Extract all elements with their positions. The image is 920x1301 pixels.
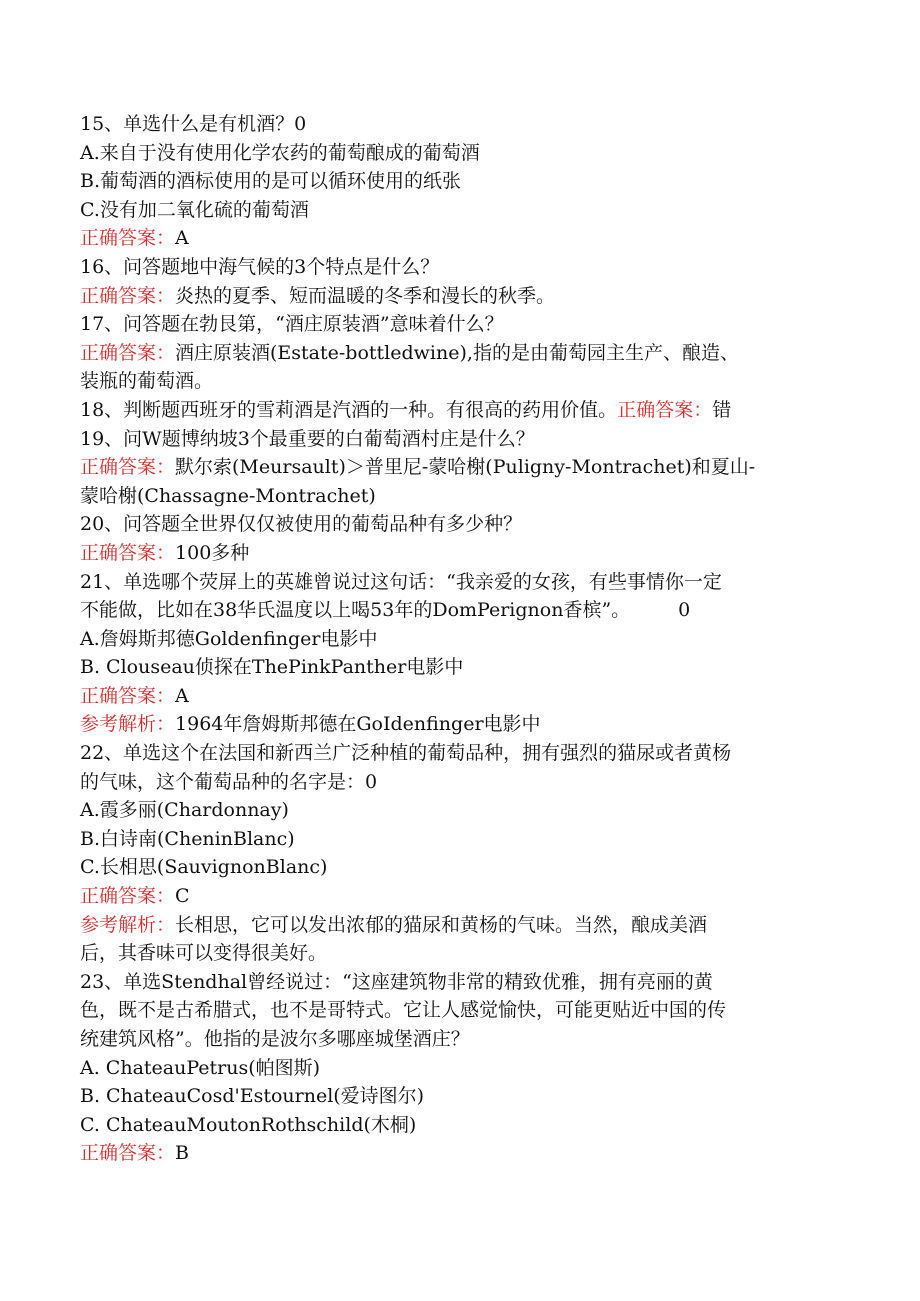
question-23-answer: [80, 1139, 820, 1168]
question-23-text-cont2: 统建筑风格”。他指的是波尔多哪座城堡酒庄？: [80, 1028, 470, 1050]
answer-value: 错: [712, 398, 732, 421]
question-15-option-b: B.葡萄酒的酒标使用的是可以循环使用的纸张: [80, 170, 462, 193]
question-20-text: 20、问答题全世界仅仅被使用的葡萄品种有多少种？: [80, 513, 523, 536]
answer-value: 酒庄原装酒(Estate-bottledwine),指的是由葡萄园主生产、酿造、: [175, 341, 739, 364]
question-23-option-a: A. ChateauPetrus(帕图斯): [80, 1056, 321, 1079]
question-15-text: 15、单选什么是有机酒？0: [80, 113, 307, 135]
question-16-text: 16、问答题地中海气候的3个特点是什么？: [80, 255, 440, 278]
question-21-option-a: A.詹姆斯邦德Goldenfinger电影中: [80, 627, 378, 650]
question-16-answer: [80, 282, 820, 311]
question-23-option-c: C. ChateauMoutonRothschild(木桐): [80, 1113, 417, 1136]
answer-label: 正确答案：: [80, 456, 176, 479]
answer-label: 正确答案：: [80, 684, 176, 707]
question-22-option-a: A.霞多丽(Chardonnay): [80, 799, 289, 822]
answer-value: 默尔索(Meursault)＞普里尼-蒙哈榭(Puligny-Montrachet)和夏山-: [175, 456, 756, 479]
question-19-answer-cont: 蒙哈榭(Chassagne-Montrachet): [80, 484, 376, 507]
question-19-answer: [80, 453, 820, 482]
question-22-analysis-cont: 后，其香味可以变得很美好。: [80, 942, 328, 965]
analysis-label: 参考解析：: [80, 913, 176, 936]
answer-label: 正确答案：: [617, 398, 713, 421]
answer-label: 正确答案：: [80, 284, 176, 307]
question-22-analysis: [80, 911, 820, 940]
analysis-value: 长相思，它可以发出浓郁的猫尿和黄杨的气味。当然，酿成美酒: [175, 913, 708, 936]
question-21-answer: [80, 682, 820, 711]
question-22-text-cont: 的气味，这个葡萄品种的名字是：0: [80, 770, 378, 793]
document-page: [80, 110, 820, 1168]
question-22-option-b: B.白诗南(CheninBlanc): [80, 827, 295, 850]
question-23-text-cont: 色，既不是古希腊式，也不是哥特式。它让人感觉愉快，可能更贴近中国的传: [80, 999, 727, 1022]
answer-value: A: [175, 227, 189, 250]
question-22-option-c: C.长相思(SauvignonBlanc): [80, 856, 328, 879]
question-15-option-a: A.来自于没有使用化学农药的葡萄酿成的葡萄酒: [80, 141, 480, 164]
answer-value: 炎热的夏季、短而温暖的冬季和漫长的秋季。: [175, 284, 556, 307]
question-23-option-b: B. ChateauCosd'Estournel(爱诗图尔): [80, 1085, 425, 1108]
question-21-option-b: B. Clouseau侦探在ThePinkPanther电影中: [80, 656, 464, 679]
answer-value: A: [175, 684, 189, 707]
answer-label: 正确答案：: [80, 1142, 176, 1165]
question-21-text: 21、单选哪个荧屏上的英雄曾说过这句话：“我亲爱的女孩，有些事情你一定: [80, 570, 722, 593]
question-22-answer: [80, 882, 820, 911]
question-15-answer: [80, 224, 820, 253]
analysis-label: 参考解析：: [80, 713, 176, 736]
answer-label: 正确答案：: [80, 227, 176, 250]
question-18-text: [80, 396, 820, 425]
question-22-text: 22、单选这个在法国和新西兰广泛种植的葡萄品种，拥有强烈的猫尿或者黄杨: [80, 742, 732, 765]
answer-value: B: [175, 1142, 189, 1165]
answer-label: 正确答案：: [80, 541, 176, 564]
answer-label: 正确答案：: [80, 341, 176, 364]
question-19-text: 19、问W题博纳坡3个最重要的白葡萄酒村庄是什么？: [80, 427, 535, 450]
question-17-text: 17、问答题在勃艮第，“酒庄原装酒”意味着什么？: [80, 313, 504, 336]
question-17-answer: [80, 339, 820, 368]
question-17-answer-cont: 装瓶的葡萄酒。: [80, 370, 214, 393]
question-20-answer: [80, 539, 820, 568]
question-23-text: 23、单选Stendhal曾经说过：“这座建筑物非常的精致优雅，拥有亮丽的黄: [80, 970, 713, 993]
question-21-text-cont: [80, 596, 820, 625]
question-15-option-c: C.没有加二氧化硫的葡萄酒: [80, 198, 309, 221]
question-21-analysis: [80, 710, 820, 739]
question-21-text-line2: 不能做，比如在38华氏温度以上喝53年的DomPerignon香槟”。: [80, 599, 631, 622]
answer-value: 100多种: [175, 541, 250, 564]
question-21-tail: 0: [678, 599, 691, 622]
answer-value: C: [175, 885, 190, 908]
answer-label: 正确答案：: [80, 885, 176, 908]
analysis-value: 1964年詹姆斯邦德在GoIdenfinger电影中: [175, 713, 541, 736]
question-18-question: 18、判断题西班牙的雪莉酒是汽酒的一种。有很高的药用价值。: [80, 398, 618, 421]
